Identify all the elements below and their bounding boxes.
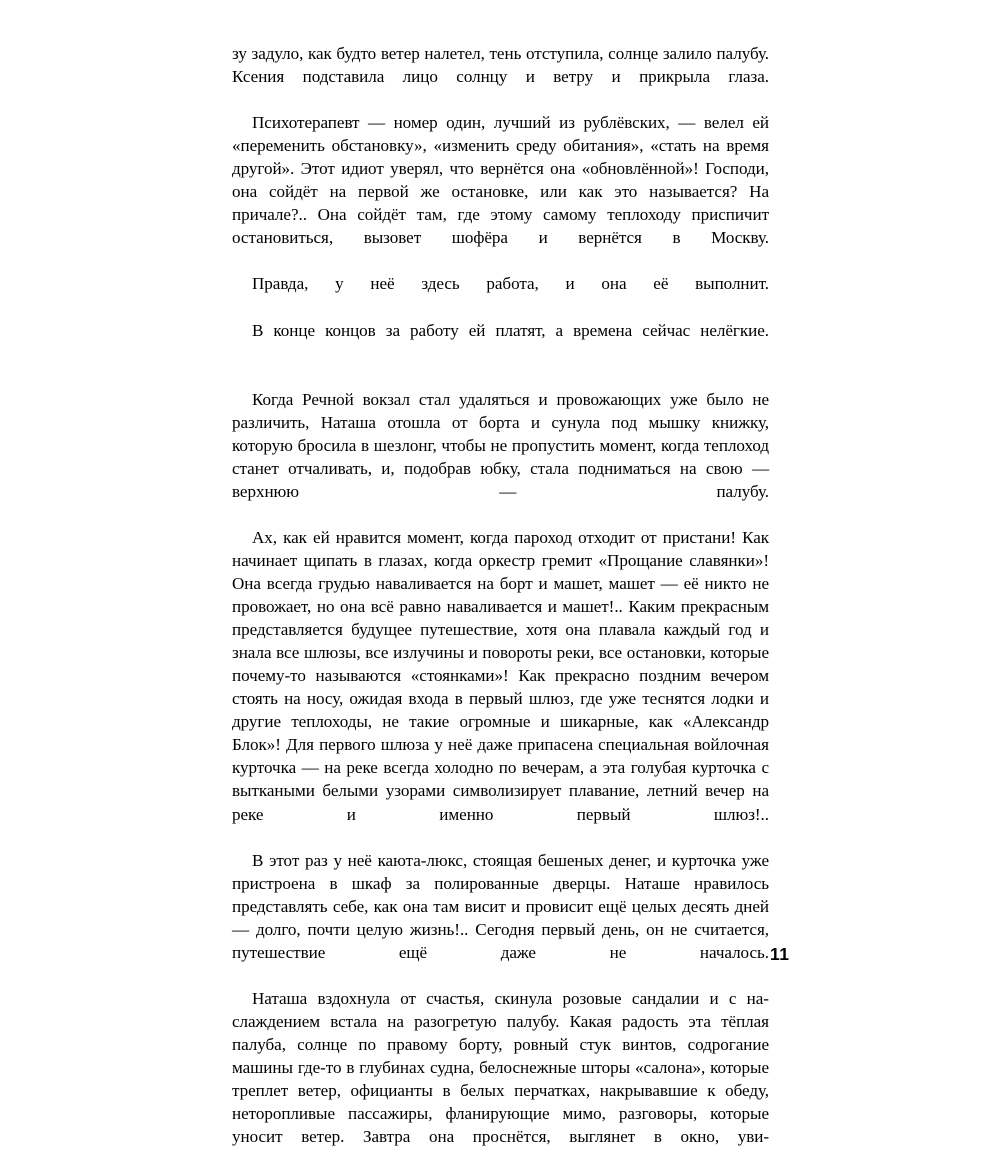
paragraph-3: Правда, у неё здесь работа, и она её выполнит. bbox=[252, 274, 769, 294]
paragraph-8: Наташа вздохнула от счастья, скинула розовые сандалии и с наслаждением встала на разогретую палубу. Какая радость эта тёплая палуба, солнце по правому борту, ровный стук винтов, содрогание машины где-то в глубинах судна, белоснежные шторы «салона», которые треплет ветер, официанты в белых перчатках, накрывавшие к обеду, неторопливые пассажиры, фланирующие мимо, разговоры, которые уносит ветер. Завтра она проснётся, выглянет в окно, уви- bbox=[232, 988, 769, 1147]
paragraph-2: Психотерапевт — номер один, лучший из рублёвских, — велел ей «переменить обстановку», «изменить среду обитания», «стать на время другой». Этот идиот уверял, что вернётся она «обновлённой»! Господи, она сойдёт на первой же остановке, или как это называется? На причале?.. Она сойдёт там, где этому самому теплоходу приспичит остановиться, вызовет шофёра и вернётся в Москву. bbox=[232, 113, 769, 248]
page-text-block bbox=[232, 42, 769, 1171]
paragraph-4: В конце концов за работу ей платят, а времена сейчас нелёгкие. bbox=[252, 320, 769, 340]
page-number: 11 bbox=[770, 944, 790, 964]
section-break bbox=[232, 365, 769, 388]
paragraph-1: зу задуло, как будто ветер налетел, тень отступила, солнце залило палубу. Ксения подставила лицо солнцу и ветру и прикрыла глаза. bbox=[232, 44, 769, 87]
paragraph-6: Ах, как ей нравится момент, когда пароход отходит от пристани! Как начинает щипать в глазах, когда оркестр гремит «Прощание славянки»! Она всегда грудью наваливается на борт и машет, машет — её никто не провожает, но она всё равно наваливается и машет!.. Каким прекрасным представляется будущее путешествие, хотя она плавала каждый год и знала все шлюзы, все излучины и повороты реки, все остановки, которые почему-то называются «стоянками»! Как прекрасно поздним вечером стоять на носу, ожидая входа в первый шлюз, где уже теснятся лодки и другие теплоходы, не такие огромные и шикарные, как «Александр Блок»! Для первого шлюза у неё даже припасена специальная войлочная курточка — на реке всегда холодно по вечерам, а эта голубая курточка с выткаными белыми узорами символизирует плавание, летний вечер на реке и именно первый шлюз!.. bbox=[232, 527, 769, 824]
paragraph-5: Когда Речной вокзал стал удаляться и провожающих уже было не различить, Наташа отошла от борта и сунула под мышку книжку, которую бросила в шезлонг, чтобы не пропустить момент, когда теплоход станет отчаливать, и, подобрав юбку, стала подниматься на свою — верхнюю — палубу. bbox=[232, 389, 769, 501]
paragraph-7: В этот раз у неё каюта-люкс, стоящая бешеных денег, и курточка уже пристроена в шкаф за полированные дверцы. Наташе нравилось представлять себе, как она там висит и провисит ещё целых десять дней — долго, почти целую жизнь!.. Сегодня первый день, он не считается, путешествие ещё даже не началось. bbox=[232, 850, 769, 962]
